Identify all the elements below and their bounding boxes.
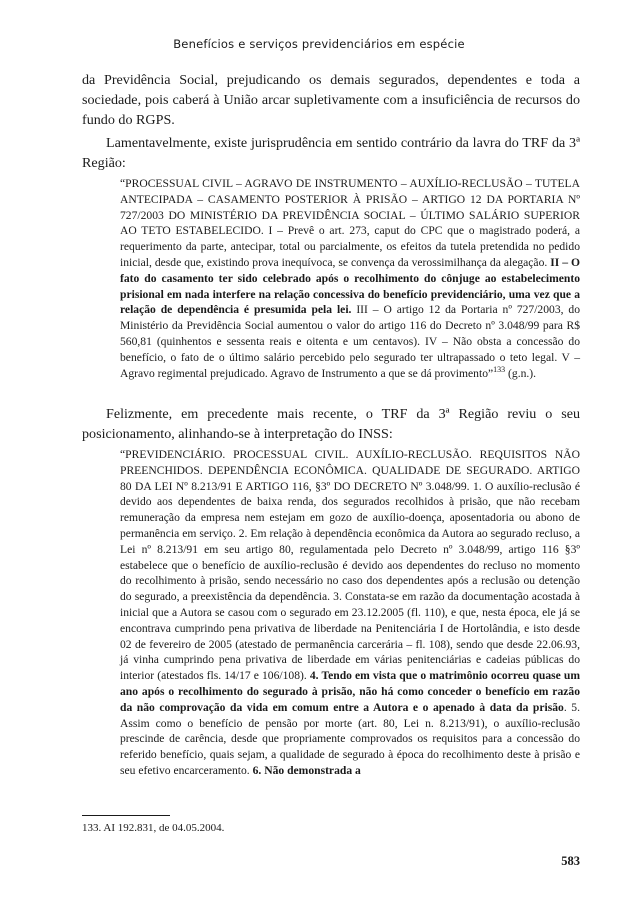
body-paragraph-1: da Previdência Social, prejudicando os demais segurados, dependentes e toda a sociedade, pois caberá à União arcar supletivamente com a insuficiência de recursos do fundo do RGPS. [82, 72, 580, 128]
block-quote-1 [120, 176, 580, 381]
running-header: Benefícios e serviços previdenciários em espécie [173, 37, 465, 51]
footnote-reference: 133 [493, 364, 506, 374]
page-number: 583 [561, 854, 580, 868]
footnote-separator [82, 815, 170, 816]
quote-2-emphasis: 4. Tendo em vista que o matrimônio ocorreu quase um ano após o recolhimento do segurado à prisão, não há como conceder o benefício em razão da não comprovação da vida em comum entre a Autora e o apenado à data da prisão [120, 669, 580, 714]
quote-2-text: 1. O auxílio-reclusão é devido aos dependentes de baixa renda, dos segurados recolhidos à prisão, que não recebam remuneração da empresa nem estejam em gozo de auxílio-doença, aposentadoria ou abono de permanência em serviço. 2. Em relação à dependência econômica da Autora ao segurado recluso, a Lei nº 8.213/91 em seu artigo 80, regulamentada pelo Decreto nº 3.048/99, artigo 116 §3º estabelece que o benefício de auxílio-reclusão é devido aos dependentes do recluso no momento do recolhimento à prisão, sendo necessário no caso dos dependentes após a reclusão ou detenção do segurado, a preexistência da dependência. 3. Constata-se em razão da documentação acostada à inicial que a Autora se casou com o segurado em 23.12.2005 (fl. 110), e que, nesta época, ele já se encontrava cumprindo pena privativa de liberdade na Penitenciária I de Hortolândia, e isto desde 02 de fevereiro de 2005 (atestado de permanência carcerária – fl. 108), sendo que desde 22.06.93, já vinha cumprindo pena privativa de liberdade em várias penitenciárias e cadeias públicas do interior (atestados fls. 14/17 e 106/108). [120, 479, 581, 683]
quote-1-text: I – Prevê o art. 273, caput do CPC que o magistrado poderá, a requerimento da parte, antecipar, total ou parcialmente, os efeitos da tutela pretendida no pedido inicial, desde que, existindo prova inequívoca, se convença da verossimilhança da alegação. [120, 224, 580, 269]
quote-2-text-continued: . 5. Assim como o benefício de pensão por morte (art. 80, Lei n. 8.213/91), o auxílio-reclusão prescinde de carência, desde que propriamente comprovados os requisitos para a concessão do referido benefício, quais sejam, a qualidade de segurado à época do recolhimento deste à prisão e seu efetivo encarceramento. [120, 700, 580, 777]
quote-1-suffix: (g.n.). [505, 366, 537, 380]
body-paragraph-3: Felizmente, em precedente mais recente, o TRF da 3ª Região reviu o seu posicionamento, alinhando-se à interpretação do INSS: [82, 406, 580, 442]
quote-1-text-continued: III – O artigo 12 da Portaria nº 727/2003, do Ministério da Previdência Social aumentou o valor do artigo 116 do Decreto nº 3.048/99 para R$ 560,81 (quinhentos e sessenta reais e oitenta e um centavos). IV – Não obsta a concessão do benefício, o fato de o último salário percebido pelo segurado ter ultrapassado o teto legal. V – Agravo regimental prejudicado. Agravo de Instrumento a que se dá provimento” [120, 303, 580, 380]
quote-2-emphasis-continued: 6. Não demonstrada a [252, 763, 361, 777]
quote-1-emphasis: II – O fato do casamento ter sido celebrado após o recolhimento do cônjuge ao estabelecimento prisional em nada interfere na relação concessiva do benefício previdenciário, uma vez que a relação de dependência é presumida pela lei. [120, 255, 580, 317]
quote-1-headnote: “PROCESSUAL CIVIL – AGRAVO DE INSTRUMENTO – AUXÍLIO-RECLUSÃO – TUTELA ANTECIPADA – CASAMENTO POSTERIOR À PRISÃO – ARTIGO 12 DA PORTARIA Nº 727/2003 DO MINISTÉRIO DA PREVIDÊNCIA SOCIAL – ÚLTIMO SALÁRIO SUPERIOR AO TETO ESTABELECIDO. [120, 177, 580, 238]
quote-2-headnote: “PREVIDENCIÁRIO. PROCESSUAL CIVIL. AUXÍLIO-RECLUSÃO. REQUISITOS NÃO PREENCHIDOS. DEPENDÊNCIA ECONÔMICA. QUALIDADE DE SEGURADO. ARTIGO 80 DA LEI Nº 8.213/91 E ARTIGO 116, §3º DO DECRETO Nº 3.048/99. [120, 448, 580, 493]
block-quote-2 [120, 447, 580, 779]
body-paragraph-2: Lamentavelmente, existe jurisprudência em sentido contrário da lavra do TRF da 3ª Região: [82, 135, 580, 171]
footnote-133: 133. AI 192.831, de 04.05.2004. [82, 822, 225, 834]
